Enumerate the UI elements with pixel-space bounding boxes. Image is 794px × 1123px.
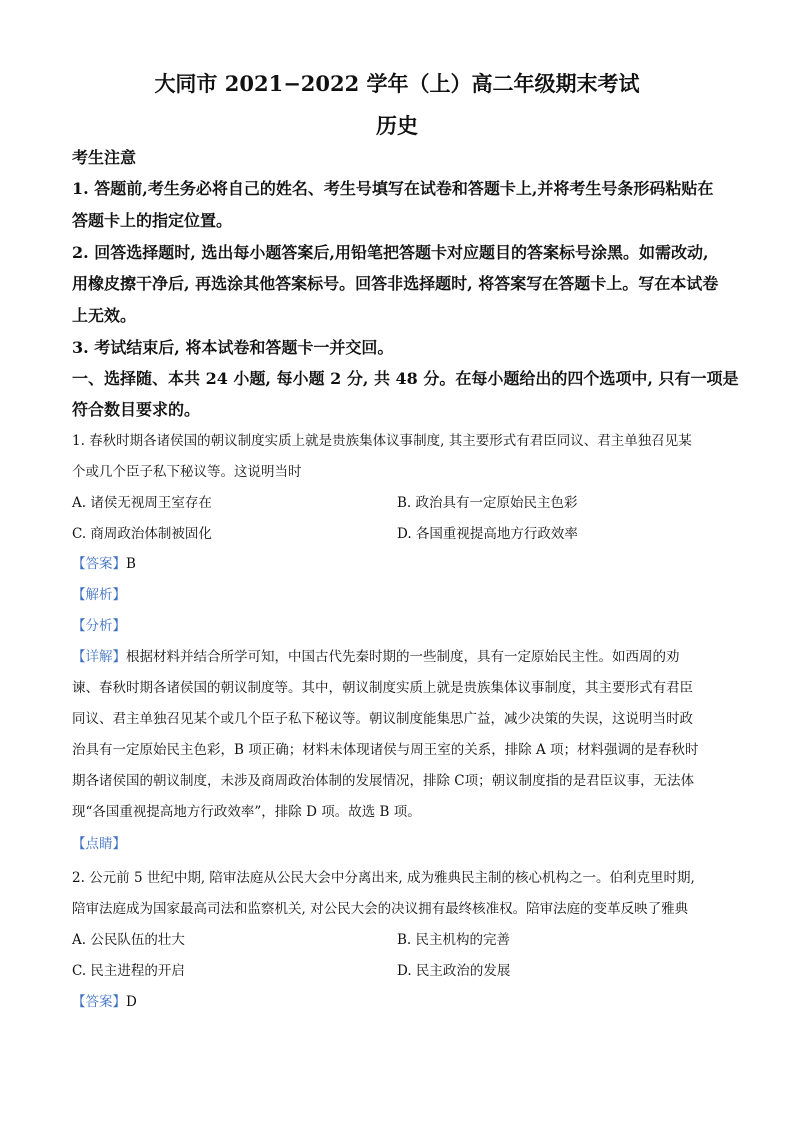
q2-stem-line-2: 陪审法庭成为国家最高司法和监察机关, 对公民大会的决议拥有最终核准权。陪审法庭的变革反映了雅典 xyxy=(72,901,689,917)
q2-option-a: A. 公民队伍的壮大 xyxy=(72,932,185,948)
q1-stem-line-1: 1. 春秋时期各诸侯国的朝议制度实质上就是贵族集体议事制度, 其主要形式有君臣同议、君主单独召见某 xyxy=(72,433,692,449)
section-intro-line-2: 符合数目要求的。 xyxy=(72,400,201,419)
q1-answer-label: 【答案】 xyxy=(72,556,126,572)
q2-answer-label: 【答案】 xyxy=(72,994,126,1010)
notice-item-2-line-2: 用橡皮擦干净后, 再选涂其他答案标号。回答非选择题时, 将答案写在答题卡上。写在本试卷 xyxy=(72,274,719,293)
q2-option-d: D. 民主政治的发展 xyxy=(397,963,511,979)
notice-item-2-line-1: 2. 回答选择题时, 选出每小题答案后,用铅笔把答题卡对应题目的答案标号涂黑。如需改动, xyxy=(72,243,709,262)
q1-option-a: A. 诸侯无视周王室存在 xyxy=(72,495,212,511)
q1-answer xyxy=(72,553,136,575)
q1-detail-text-1: 根据材料并结合所学可知，中国古代先秦时期的一些制度，具有一定原始民主性。如西周的劝 xyxy=(126,649,680,665)
q1-dianjing xyxy=(72,833,126,855)
notice-item-1-line-1: 1. 答题前,考生务必将自己的姓名、考生号填写在试卷和答题卡上,并将考生号条形码粘贴在 xyxy=(72,179,714,198)
q1-option-b: B. 政治具有一定原始民主色彩 xyxy=(397,495,578,511)
notice-item-3: 3. 考试结束后, 将本试卷和答题卡一并交回。 xyxy=(72,338,394,357)
q1-fenxi xyxy=(72,615,126,637)
q1-jiexi-label: 【解析】 xyxy=(72,587,126,603)
q2-answer xyxy=(72,991,137,1013)
q1-detail-label: 【详解】 xyxy=(72,649,126,665)
q2-option-b: B. 民主机构的完善 xyxy=(397,932,511,948)
exam-subject: 历史 xyxy=(376,113,418,138)
q1-jiexi xyxy=(72,584,126,606)
q1-stem-line-2: 个或几个臣子私下秘议等。这说明当时 xyxy=(72,464,302,480)
q2-answer-value: D xyxy=(126,994,137,1010)
q1-detail-line-6: 现“各国重视提高地方行政效率”，排除 D 项。故选 B 项。 xyxy=(72,804,421,820)
q1-option-c: C. 商周政治体制被固化 xyxy=(72,526,212,542)
q1-answer-value: B xyxy=(126,556,136,572)
notice-item-2-line-3: 上无效。 xyxy=(72,306,137,325)
notice-item-1-line-2: 答题卡上的指定位置。 xyxy=(72,211,233,230)
q2-stem-line-1: 2. 公元前 5 世纪中期, 陪审法庭从公民大会中分离出来, 成为雅典民主制的核心机构之一。伯利克里时期, xyxy=(72,870,695,886)
q1-detail-line-1 xyxy=(72,646,680,668)
exam-title: 大同市 2021−2022 学年（上）高二年级期末考试 xyxy=(154,71,640,96)
q1-detail-line-4: 治具有一定原始民主色彩，B 项正确；材料未体现诸侯与周王室的关系，排除 A 项；材料强调的是春秋时 xyxy=(72,742,699,758)
q1-option-d: D. 各国重视提高地方行政效率 xyxy=(397,526,578,542)
q1-detail-line-5: 期各诸侯国的朝议制度，未涉及商周政治体制的发展情况，排除 C项；朝议制度指的是君臣议事，无法体 xyxy=(72,773,695,789)
q2-option-c: C. 民主进程的开启 xyxy=(72,963,185,979)
q1-fenxi-label: 【分析】 xyxy=(72,618,126,634)
notice-heading: 考生注意 xyxy=(72,148,137,167)
section-intro-line-1: 一、选择随、本共 24 小题, 每小题 2 分, 共 48 分。在每小题给出的四个选项中, 只有一项是 xyxy=(72,369,739,388)
q1-detail-line-3: 同议、君主单独召见某个或几个臣子私下秘议等。朝议制度能集思广益，减少决策的失误，这说明当时政 xyxy=(72,711,693,727)
q1-dianjing-label: 【点睛】 xyxy=(72,836,126,852)
q1-detail-line-2: 谏、春秋时期各诸侯国的朝议制度等。其中，朝议制度实质上就是贵族集体议事制度，其主要形式有君臣 xyxy=(72,680,693,696)
